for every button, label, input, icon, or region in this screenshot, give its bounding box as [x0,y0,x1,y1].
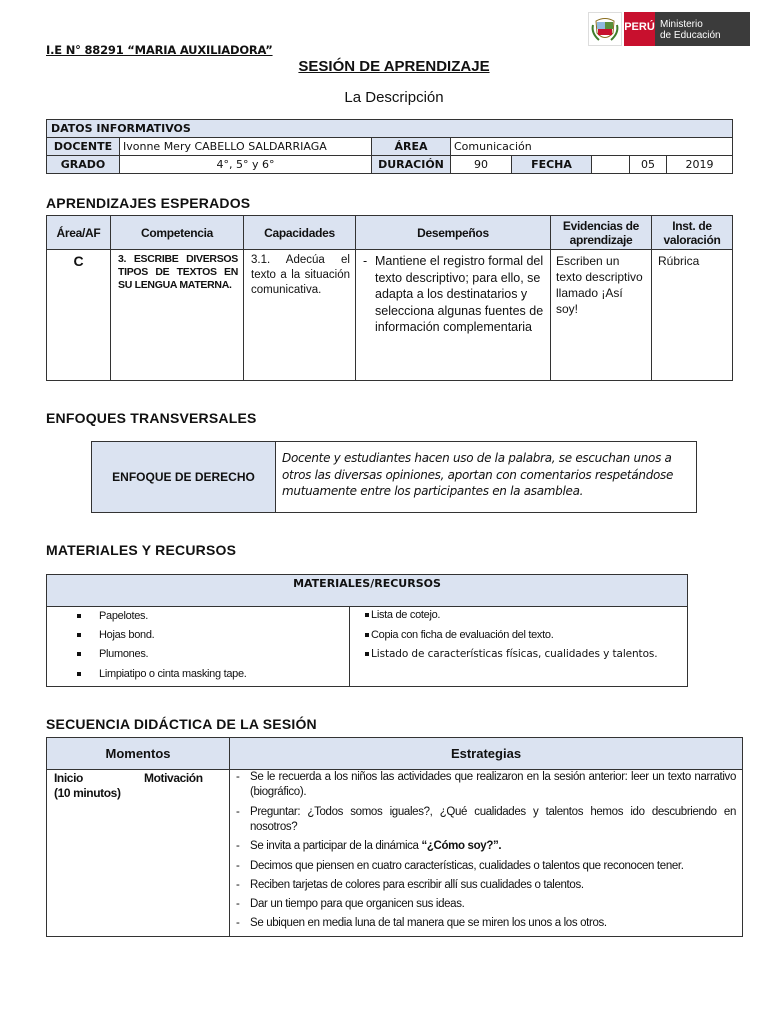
recurso-text: Listado de características físicas, cualidades y talentos. [371,648,658,660]
dash: - [236,917,240,929]
area-value: Comunicación [451,138,733,156]
inicio-label: Inicio [54,771,83,785]
session-title [0,58,768,75]
secuencia-table [46,737,743,937]
inicio-time: (10 minutos) [54,786,121,800]
recurso-text: Lista de cotejo. [371,609,441,621]
moment-motivacion: Motivación [144,771,203,785]
bullet-icon [365,652,369,656]
datos-title: DATOS INFORMATIVOS [47,120,733,138]
material-item [77,648,148,660]
strategy-item [236,878,736,893]
fecha-label: FECHA [512,156,592,174]
bullet-icon [365,613,369,617]
cell-competencia: 3. ESCRIBE DIVERSOS TIPOS DE TEXTOS EN SU LENGUA MATERNA. [111,250,244,381]
material-item [77,668,247,680]
grado-value: 4°, 5° y 6° [120,156,372,174]
dash: - [236,771,240,783]
dash: - [236,840,240,852]
peru-label: PERÚ [624,12,655,46]
material-text: Hojas bond. [99,629,155,641]
materiales-header: MATERIALES/RECURSOS [47,575,687,607]
material-text: Plumones. [99,648,149,660]
fecha-year: 2019 [667,156,733,174]
strategy-text: Decimos que piensen en cuatro características, cualidades o talentos que reconocen tener. [250,860,684,872]
col-capacidades: Capacidades [244,216,356,250]
cell-capacidades: 3.1. Adecúa el texto a la situación comunicativa. [244,250,356,381]
coat-of-arms-icon [588,12,622,46]
recurso-item [365,648,658,660]
material-item [77,610,148,622]
secuencia-divider [229,769,230,936]
bullet-icon [77,652,81,656]
col-instrumento: Inst. de valoración [652,216,733,250]
enfoque-description: Docente y estudiantes hacen uso de la palabra, se escuchan unos a otros las diversas opiniones, aportan con comentarios respetándose mutuamente entre los participantes en la asamblea. [282,451,674,498]
strategy-text: Se le recuerda a los niños las actividades que realizaron en la sesión anterior: leer un texto narrativo (biográfico). [250,771,736,798]
docente-value: Ivonne Mery CABELLO SALDARRIAGA [120,138,372,156]
material-text: Limpiatipo o cinta masking tape. [99,668,247,680]
duracion-value: 90 [451,156,512,174]
materiales-divider [349,607,350,686]
recurso-item [365,629,553,641]
cell-evidencias: Escriben un texto descriptivo llamado ¡Así soy! [551,250,652,381]
ministry-line-2: de Educación [660,30,721,41]
dash: - [236,806,240,818]
area-label: ÁREA [372,138,451,156]
enfoque-box [91,441,697,513]
strategy-item [236,897,736,912]
minedu-logo [588,12,750,46]
desempeno-dash: - [363,254,368,268]
dash: - [236,879,240,891]
materiales-title: MATERIALES Y RECURSOS [46,542,237,558]
session-topic [0,89,768,106]
fecha-month: 05 [630,156,667,174]
recurso-text: Copia con ficha de evaluación del texto. [371,629,554,641]
ministry-line-1: Ministerio [660,19,703,30]
strategy-text [250,839,736,854]
topic-text: La Descripción [344,89,444,106]
materiales-table [46,574,688,687]
col-estrategias: Estrategias [230,738,742,770]
col-area: Área/AF [47,216,111,250]
moment-inicio [54,771,121,801]
strategy-text: Dar un tiempo para que organicen sus ideas. [250,898,465,910]
desempeno-text: Mantiene el registro formal del texto descriptivo; para ello, se adapta a los destinatarios y selecciona algunas fuentes de información complementaria [375,254,544,334]
col-evidencias: Evidencias de aprendizaje [551,216,652,250]
cell-area: C [47,250,111,381]
dinamica-intro: Se invita a participar de la dinámica [250,840,419,852]
col-momentos: Momentos [47,738,230,770]
cell-instrumento: Rúbrica [652,250,733,381]
dash: - [236,860,240,872]
aprendizajes-table [46,215,733,381]
strategy-item [236,859,736,874]
material-item [77,629,154,641]
grado-label: GRADO [47,156,120,174]
strategy-text: Se ubiquen en media luna de tal manera que se miren los unos a los otros. [250,917,607,929]
material-text: Papelotes. [99,610,148,622]
strategy-item [236,770,736,800]
secuencia-title: SECUENCIA DIDÁCTICA DE LA SESIÓN [46,716,317,732]
col-competencia: Competencia [111,216,244,250]
bullet-icon [77,633,81,637]
docente-label: DOCENTE [47,138,120,156]
dash: - [236,898,240,910]
school-name: I.E N° 88291 “MARIA AUXILIADORA” [46,43,273,57]
strategy-item [236,805,736,835]
strategy-text: Reciben tarjetas de colores para escribir allí sus cualidades o talentos. [250,879,584,891]
ministry-label [655,12,750,46]
col-desempenos: Desempeños [356,216,551,250]
datos-informativos-table [46,119,733,174]
bullet-icon [77,672,81,676]
strategy-item [236,916,736,931]
enfoque-name: ENFOQUE DE DERECHO [92,442,276,512]
strategy-item [236,839,736,854]
recurso-item [365,609,440,621]
duracion-label: DURACIÓN [372,156,451,174]
bullet-icon [77,614,81,618]
cell-desempenos [356,250,551,381]
aprendizajes-title: APRENDIZAJES ESPERADOS [46,195,251,211]
dinamica-name: “¿Cómo soy?”. [421,840,502,852]
enfoques-title: ENFOQUES TRANSVERSALES [46,410,257,426]
fecha-day [592,156,630,174]
strategy-text: Preguntar: ¿Todos somos iguales?, ¿Qué cualidades y talentos hemos ido descubriendo en nosotros? [250,806,736,833]
bullet-icon [365,633,369,637]
session-title-text: SESIÓN DE APRENDIZAJE [298,58,490,75]
